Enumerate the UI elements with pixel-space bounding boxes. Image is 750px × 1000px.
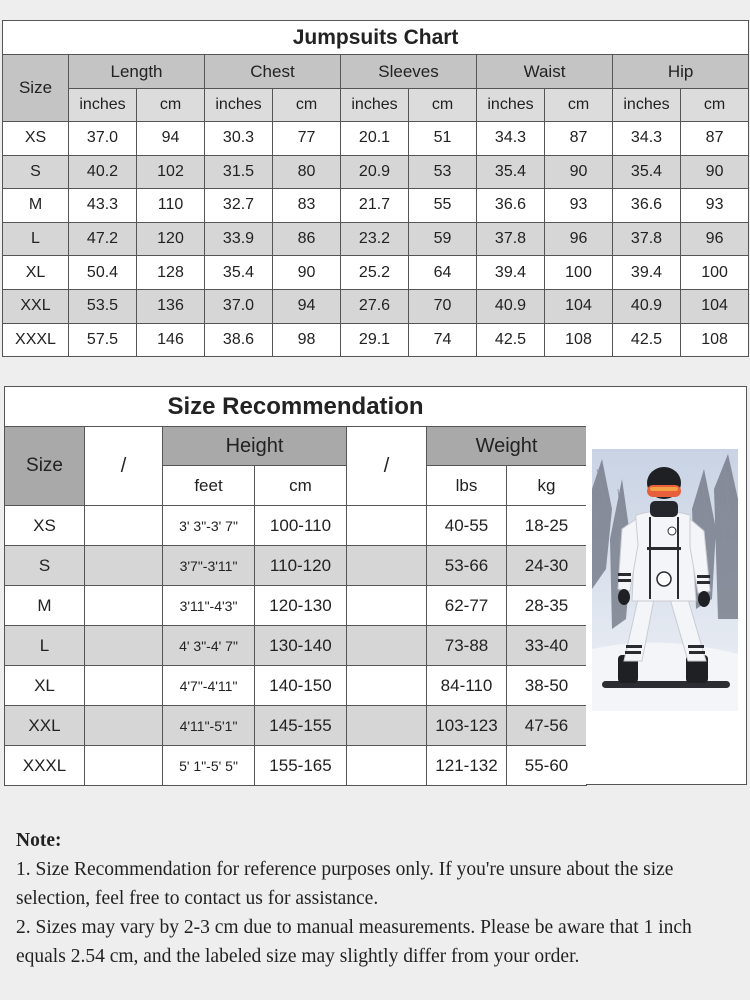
height-cm-cell: 155-165 xyxy=(255,746,347,786)
height-feet-cell: 3' 3"-3' 7" xyxy=(163,506,255,546)
empty-cell xyxy=(347,706,427,746)
table-row xyxy=(5,706,587,746)
measurement-cell: 51 xyxy=(409,122,477,156)
weight-header: Weight xyxy=(427,427,587,466)
measurement-cell: 108 xyxy=(681,323,749,357)
measurement-cell: 27.6 xyxy=(341,289,409,323)
measurement-cell: 47.2 xyxy=(69,222,137,256)
measurement-cell: 90 xyxy=(681,155,749,189)
measurement-cell: 86 xyxy=(273,222,341,256)
table-row xyxy=(3,155,749,189)
neck-gaiter xyxy=(650,501,678,517)
size-cell: S xyxy=(3,155,69,189)
measure-group-header: Sleeves xyxy=(341,55,477,89)
table-row xyxy=(5,746,587,786)
measurement-cell: 53.5 xyxy=(69,289,137,323)
empty-cell xyxy=(85,586,163,626)
unit-header: inches xyxy=(69,89,137,122)
measurement-cell: 102 xyxy=(137,155,205,189)
jumpsuits-size-header: Size xyxy=(3,55,69,122)
unit-feet-header: feet xyxy=(163,466,255,506)
size-cell: XXL xyxy=(3,289,69,323)
measurement-cell: 35.4 xyxy=(613,155,681,189)
table-row xyxy=(5,546,587,586)
measurement-cell: 87 xyxy=(681,122,749,156)
weight-lbs-cell: 121-132 xyxy=(427,746,507,786)
height-cm-cell: 110-120 xyxy=(255,546,347,586)
measurement-cell: 110 xyxy=(137,189,205,223)
measurement-cell: 93 xyxy=(545,189,613,223)
jumpsuits-chart-table xyxy=(2,20,749,357)
bear-patch xyxy=(657,572,671,586)
measurement-cell: 32.7 xyxy=(205,189,273,223)
measurement-cell: 29.1 xyxy=(341,323,409,357)
measurement-cell: 96 xyxy=(545,222,613,256)
empty-cell xyxy=(85,746,163,786)
empty-cell xyxy=(347,626,427,666)
empty-cell xyxy=(347,746,427,786)
table-row xyxy=(3,189,749,223)
measurement-cell: 108 xyxy=(545,323,613,357)
measurement-cell: 128 xyxy=(137,256,205,290)
measurement-cell: 20.9 xyxy=(341,155,409,189)
measure-group-header: Hip xyxy=(613,55,749,89)
unit-header: cm xyxy=(681,89,749,122)
measurement-cell: 20.1 xyxy=(341,122,409,156)
note-line-2: 2. Sizes may vary by 2-3 cm due to manual measurements. Please be aware that 1 inch equals 2.54 cm, and the labeled size may slightly differ from your order. xyxy=(16,917,692,967)
weight-lbs-cell: 62-77 xyxy=(427,586,507,626)
weight-kg-cell: 28-35 xyxy=(507,586,587,626)
height-cm-cell: 130-140 xyxy=(255,626,347,666)
measurement-cell: 87 xyxy=(545,122,613,156)
measurement-cell: 53 xyxy=(409,155,477,189)
measurement-cell: 37.8 xyxy=(477,222,545,256)
weight-lbs-cell: 40-55 xyxy=(427,506,507,546)
size-cell: M xyxy=(3,189,69,223)
measurement-cell: 90 xyxy=(545,155,613,189)
snowboarder-photo xyxy=(592,449,738,711)
goggle-lens-shine xyxy=(650,487,678,491)
empty-cell xyxy=(347,666,427,706)
height-header: Height xyxy=(163,427,347,466)
empty-cell xyxy=(85,626,163,666)
size-cell: XS xyxy=(5,506,85,546)
size-cell: M xyxy=(5,586,85,626)
measurement-cell: 25.2 xyxy=(341,256,409,290)
measurement-cell: 136 xyxy=(137,289,205,323)
size-cell: L xyxy=(3,222,69,256)
measurement-cell: 94 xyxy=(273,289,341,323)
measurement-cell: 100 xyxy=(545,256,613,290)
measurement-cell: 96 xyxy=(681,222,749,256)
size-cell: XS xyxy=(3,122,69,156)
height-feet-cell: 4'11"-5'1" xyxy=(163,706,255,746)
measurement-cell: 38.6 xyxy=(205,323,273,357)
measurement-cell: 70 xyxy=(409,289,477,323)
notes-section xyxy=(16,826,744,971)
empty-cell xyxy=(347,506,427,546)
table-row xyxy=(3,323,749,357)
table-row xyxy=(5,506,587,546)
unit-header: inches xyxy=(341,89,409,122)
measurement-cell: 64 xyxy=(409,256,477,290)
measurement-cell: 35.4 xyxy=(477,155,545,189)
measurement-cell: 37.0 xyxy=(205,289,273,323)
weight-lbs-cell: 84-110 xyxy=(427,666,507,706)
measurement-cell: 90 xyxy=(273,256,341,290)
measurement-cell: 21.7 xyxy=(341,189,409,223)
weight-kg-cell: 33-40 xyxy=(507,626,587,666)
height-feet-cell: 4' 3"-4' 7" xyxy=(163,626,255,666)
size-cell: XXXL xyxy=(3,323,69,357)
left-glove xyxy=(618,589,630,605)
table-row xyxy=(5,666,587,706)
measure-group-header: Length xyxy=(69,55,205,89)
table-row xyxy=(5,586,587,626)
size-cell: L xyxy=(5,626,85,666)
measurement-cell: 36.6 xyxy=(613,189,681,223)
measurement-cell: 146 xyxy=(137,323,205,357)
size-cell: XXL xyxy=(5,706,85,746)
weight-kg-cell: 18-25 xyxy=(507,506,587,546)
table-row xyxy=(5,626,587,666)
measurement-cell: 59 xyxy=(409,222,477,256)
measurement-cell: 37.0 xyxy=(69,122,137,156)
weight-kg-cell: 47-56 xyxy=(507,706,587,746)
weight-lbs-cell: 73-88 xyxy=(427,626,507,666)
recommendation-slash-cell: / xyxy=(347,427,427,506)
height-feet-cell: 3'7"-3'11" xyxy=(163,546,255,586)
torso xyxy=(632,511,696,601)
size-cell: XXXL xyxy=(5,746,85,786)
unit-header: cm xyxy=(137,89,205,122)
unit-header: cm xyxy=(545,89,613,122)
measurement-cell: 30.3 xyxy=(205,122,273,156)
measure-group-header: Chest xyxy=(205,55,341,89)
snow-ground xyxy=(592,643,738,711)
weight-kg-cell: 24-30 xyxy=(507,546,587,586)
unit-header: inches xyxy=(205,89,273,122)
table-row xyxy=(3,122,749,156)
unit-header: cm xyxy=(273,89,341,122)
unit-header: cm xyxy=(409,89,477,122)
measurement-cell: 40.9 xyxy=(477,289,545,323)
height-cm-cell: 145-155 xyxy=(255,706,347,746)
weight-kg-cell: 38-50 xyxy=(507,666,587,706)
measurement-cell: 43.3 xyxy=(69,189,137,223)
note-line-1: 1. Size Recommendation for reference purposes only. If you're unsure about the size selection, feel free to contact us for assistance. xyxy=(16,859,674,909)
measurement-cell: 39.4 xyxy=(613,256,681,290)
measurement-cell: 104 xyxy=(681,289,749,323)
measurement-cell: 39.4 xyxy=(477,256,545,290)
measurement-cell: 40.9 xyxy=(613,289,681,323)
jumpsuits-chart-title: Jumpsuits Chart xyxy=(3,21,749,55)
measurement-cell: 93 xyxy=(681,189,749,223)
measurement-cell: 80 xyxy=(273,155,341,189)
empty-cell xyxy=(85,506,163,546)
recommendation-slash-cell: / xyxy=(85,427,163,506)
measurement-cell: 23.2 xyxy=(341,222,409,256)
height-feet-cell: 5' 1"-5' 5" xyxy=(163,746,255,786)
right-glove xyxy=(698,591,710,607)
unit-cm-header: cm xyxy=(255,466,347,506)
height-cm-cell: 120-130 xyxy=(255,586,347,626)
measurement-cell: 94 xyxy=(137,122,205,156)
measurement-cell: 74 xyxy=(409,323,477,357)
measurement-cell: 34.3 xyxy=(613,122,681,156)
empty-cell xyxy=(347,546,427,586)
empty-cell xyxy=(347,586,427,626)
unit-header: inches xyxy=(477,89,545,122)
measurement-cell: 104 xyxy=(545,289,613,323)
chest-buckle xyxy=(647,547,681,550)
note-title: Note: xyxy=(16,830,62,851)
product-photo-frame xyxy=(586,386,747,785)
measurement-cell: 34.3 xyxy=(477,122,545,156)
unit-lbs-header: lbs xyxy=(427,466,507,506)
empty-cell xyxy=(85,546,163,586)
size-recommendation-title: Size Recommendation xyxy=(5,387,587,427)
measurement-cell: 42.5 xyxy=(613,323,681,357)
unit-kg-header: kg xyxy=(507,466,587,506)
measurement-cell: 100 xyxy=(681,256,749,290)
size-cell: XL xyxy=(5,666,85,706)
height-feet-cell: 3'11"-4'3" xyxy=(163,586,255,626)
height-feet-cell: 4'7"-4'11" xyxy=(163,666,255,706)
chest-patch xyxy=(668,527,676,535)
weight-lbs-cell: 103-123 xyxy=(427,706,507,746)
weight-kg-cell: 55-60 xyxy=(507,746,587,786)
measurement-cell: 77 xyxy=(273,122,341,156)
measurement-cell: 36.6 xyxy=(477,189,545,223)
table-row xyxy=(3,222,749,256)
table-row xyxy=(3,289,749,323)
unit-header: inches xyxy=(613,89,681,122)
measurement-cell: 55 xyxy=(409,189,477,223)
size-recommendation-table xyxy=(4,386,587,786)
measurement-cell: 98 xyxy=(273,323,341,357)
measurement-cell: 120 xyxy=(137,222,205,256)
empty-cell xyxy=(85,706,163,746)
measurement-cell: 40.2 xyxy=(69,155,137,189)
measurement-cell: 50.4 xyxy=(69,256,137,290)
measurement-cell: 57.5 xyxy=(69,323,137,357)
measure-group-header: Waist xyxy=(477,55,613,89)
measurement-cell: 37.8 xyxy=(613,222,681,256)
measurement-cell: 31.5 xyxy=(205,155,273,189)
measurement-cell: 42.5 xyxy=(477,323,545,357)
measurement-cell: 33.9 xyxy=(205,222,273,256)
weight-lbs-cell: 53-66 xyxy=(427,546,507,586)
size-cell: XL xyxy=(3,256,69,290)
height-cm-cell: 140-150 xyxy=(255,666,347,706)
table-row xyxy=(3,256,749,290)
measurement-cell: 83 xyxy=(273,189,341,223)
measurement-cell: 35.4 xyxy=(205,256,273,290)
recommendation-size-header: Size xyxy=(5,427,85,506)
empty-cell xyxy=(85,666,163,706)
height-cm-cell: 100-110 xyxy=(255,506,347,546)
size-cell: S xyxy=(5,546,85,586)
